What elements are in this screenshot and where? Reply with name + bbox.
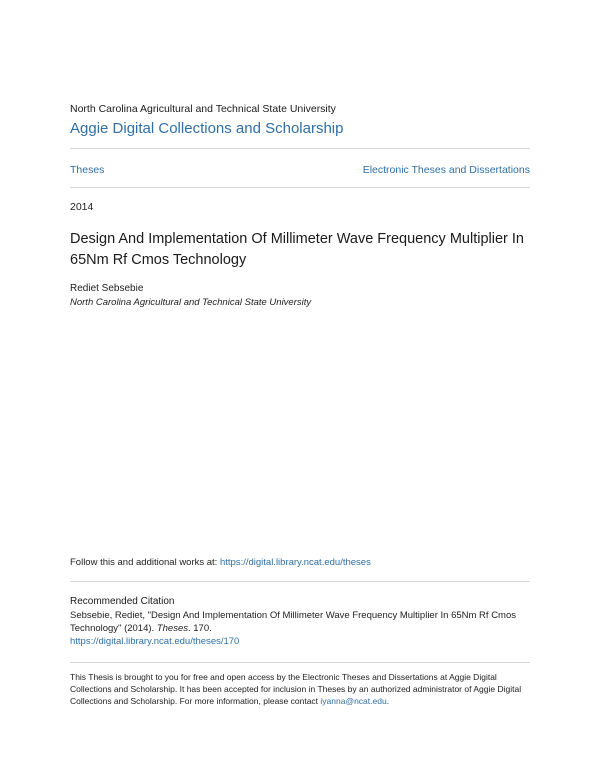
notice-end: .: [386, 696, 390, 706]
theses-link[interactable]: Theses: [70, 164, 105, 176]
follow-line: [70, 557, 371, 568]
author-name: Rediet Sebsebie: [70, 283, 144, 294]
contact-email-link[interactable]: iyanna@ncat.edu: [320, 696, 387, 706]
citation-link[interactable]: https://digital.library.ncat.edu/theses/170: [70, 636, 240, 647]
etd-link[interactable]: Electronic Theses and Dissertations: [362, 164, 530, 176]
divider: [70, 662, 530, 663]
institution-name: North Carolina Agricultural and Technical State University: [70, 103, 336, 115]
collection-name[interactable]: Aggie Digital Collections and Scholarship: [70, 120, 344, 137]
notice-text: This Thesis is brought to you for free and open access by the Electronic Theses and Dissertations at Aggie Digital Collections and Scholarship. It has been accepted for inclusion in Theses by an authorized administrator of Aggie Digital Collections and Scholarship. For more information, please contact: [70, 672, 522, 706]
citation-text: [70, 609, 540, 648]
divider: [70, 581, 530, 582]
citation-number: . 170.: [187, 623, 212, 634]
follow-text: Follow this and additional works at:: [70, 557, 220, 568]
follow-link[interactable]: https://digital.library.ncat.edu/theses: [219, 557, 371, 568]
publication-year: 2014: [70, 201, 94, 213]
document-title: Design And Implementation Of Millimeter Wave Frequency Multiplier In 65Nm Rf Cmos Technology: [70, 231, 524, 268]
divider: [70, 148, 530, 149]
citation-body: Sebsebie, Rediet, "Design And Implementation Of Millimeter Wave Frequency Multiplier In 65Nm Rf Cmos Technology" (2014).: [70, 610, 517, 634]
divider: [70, 187, 530, 188]
citation-journal: Theses: [156, 623, 188, 634]
recommended-citation-heading: Recommended Citation: [70, 596, 175, 607]
access-notice: [70, 671, 540, 707]
author-affiliation: North Carolina Agricultural and Technical State University: [70, 297, 312, 308]
